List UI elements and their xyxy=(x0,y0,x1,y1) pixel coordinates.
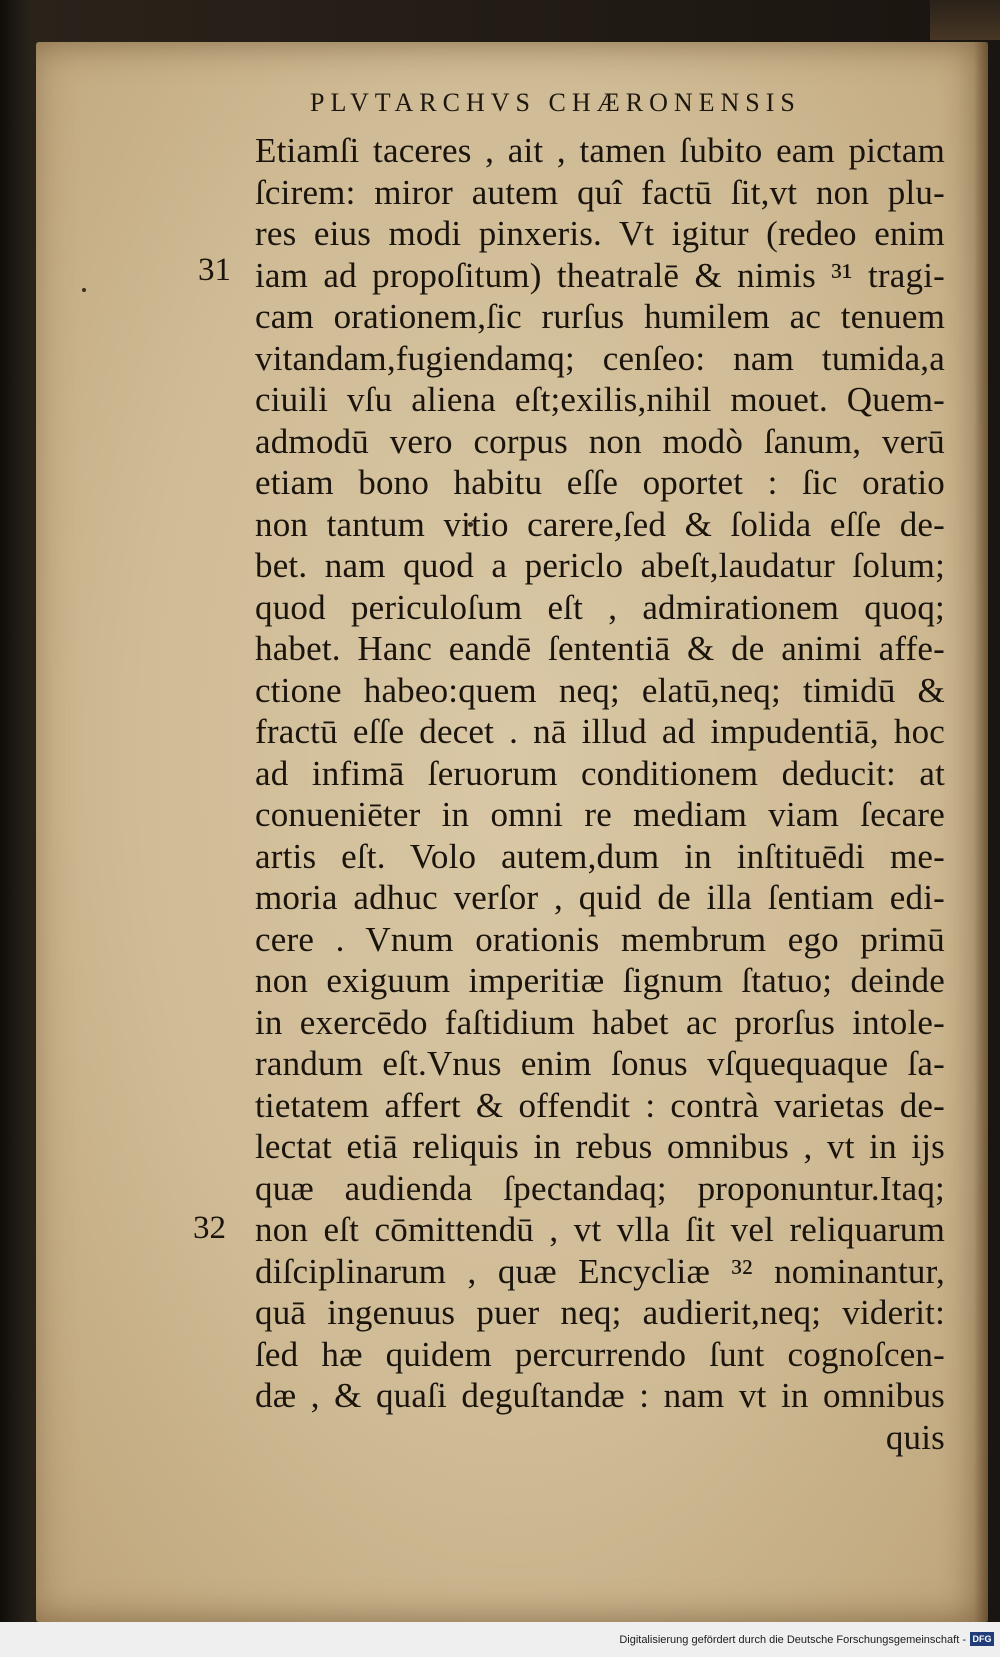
text-line: moria adhuc verſor , quid de illa ſentiam edi- xyxy=(255,878,945,917)
text-line: non eſt cōmittendū , vt vlla ſit vel reliquarum xyxy=(255,1210,945,1249)
text-line: tietatem affert & offendit : contrà varietas de- xyxy=(255,1085,945,1125)
text-line: iam ad propoſitum) theatralē & nimis ³¹ tragi- xyxy=(255,255,945,295)
text-line: quā ingenuus puer neq; audierit,neq; viderit: xyxy=(255,1293,945,1332)
text-line: fractū eſſe decet . nā illud ad impudentiā, hoc xyxy=(255,712,945,751)
text-line: ſcirem: miror autem quî factū ſit,vt non plu- xyxy=(255,172,945,212)
catchword: quis xyxy=(885,1417,945,1457)
text-line: non tantum vitio carere,ſed & ſolida eſſe de- xyxy=(255,504,945,544)
text-line: vitandam,fugiendamq; cenſeo: nam tumida,a xyxy=(255,338,945,378)
text-line: ſed hæ quidem percurrendo ſunt cognoſcen- xyxy=(255,1334,945,1374)
text-line: Etiamſi taceres , ait , tamen ſubito eam pictam xyxy=(255,131,945,170)
text-line: artis eſt. Volo autem,dum in inſtituēdi me- xyxy=(255,836,945,876)
text-line: ad infimā ſeruorum conditionem deducit: at xyxy=(255,753,945,793)
running-head: PLVTARCHVS CHÆRONENSIS xyxy=(310,88,801,117)
text-line: admodū vero corpus non modò ſanum, verū xyxy=(255,421,945,461)
dfg-logo: DFG xyxy=(970,1632,994,1646)
text-line: quæ audienda ſpectandaq; proponuntur.Itaq; xyxy=(255,1168,945,1208)
text-line: quod periculoſum eſt , admirationem quoq; xyxy=(255,587,945,627)
text-line: bet. nam quod a periclo abeſt,laudatur ſolum; xyxy=(255,546,945,585)
text-line: in exercēdo faſtidium habet ac prorſus intole- xyxy=(255,1002,945,1042)
text-line: habet. Hanc eandē ſententiā & de animi affe- xyxy=(255,629,945,668)
text-line: res eius modi pinxeris. Vt igitur (redeo enim xyxy=(255,214,945,253)
text-line: dæ , & quaſi deguſtandæ : nam vt in omnibus xyxy=(255,1376,945,1415)
margin-number-31: 31 xyxy=(198,252,231,288)
funding-credit: Digitalisierung gefördert durch die Deutsche Forschungsgemeinschaft - xyxy=(619,1634,966,1646)
text-line: cam orationem,ſic rurſus humilem ac tenuem xyxy=(255,297,945,336)
text-line: conueniēter in omni re mediam viam ſecare xyxy=(255,795,945,834)
text-line: etiam bono habitu eſſe oportet : ſic oratio xyxy=(255,463,945,502)
text-line: lectat etiā reliquis in rebus omnibus , vt in ijs xyxy=(255,1127,945,1166)
book-binding xyxy=(930,0,1000,40)
body-text xyxy=(255,130,945,1458)
text-line: diſciplinarum , quæ Encycliæ ³² nominantur, xyxy=(255,1251,945,1291)
text-line: non exiguum imperitiæ ſignum ſtatuo; deinde xyxy=(255,961,945,1000)
text-line: randum eſt.Vnus enim ſonus vſquequaque ſa- xyxy=(255,1044,945,1083)
page-edge-shadow xyxy=(974,42,988,1622)
text-line: ciuili vſu aliena eſt;exilis,nihil mouet. Quem- xyxy=(255,380,945,419)
text-line: ctione habeo:quem neq; elatū,neq; timidū & xyxy=(255,670,945,710)
paper-speck xyxy=(82,288,86,292)
margin-number-32: 32 xyxy=(193,1210,226,1246)
text-line: cere . Vnum orationis membrum ego primū xyxy=(255,919,945,959)
